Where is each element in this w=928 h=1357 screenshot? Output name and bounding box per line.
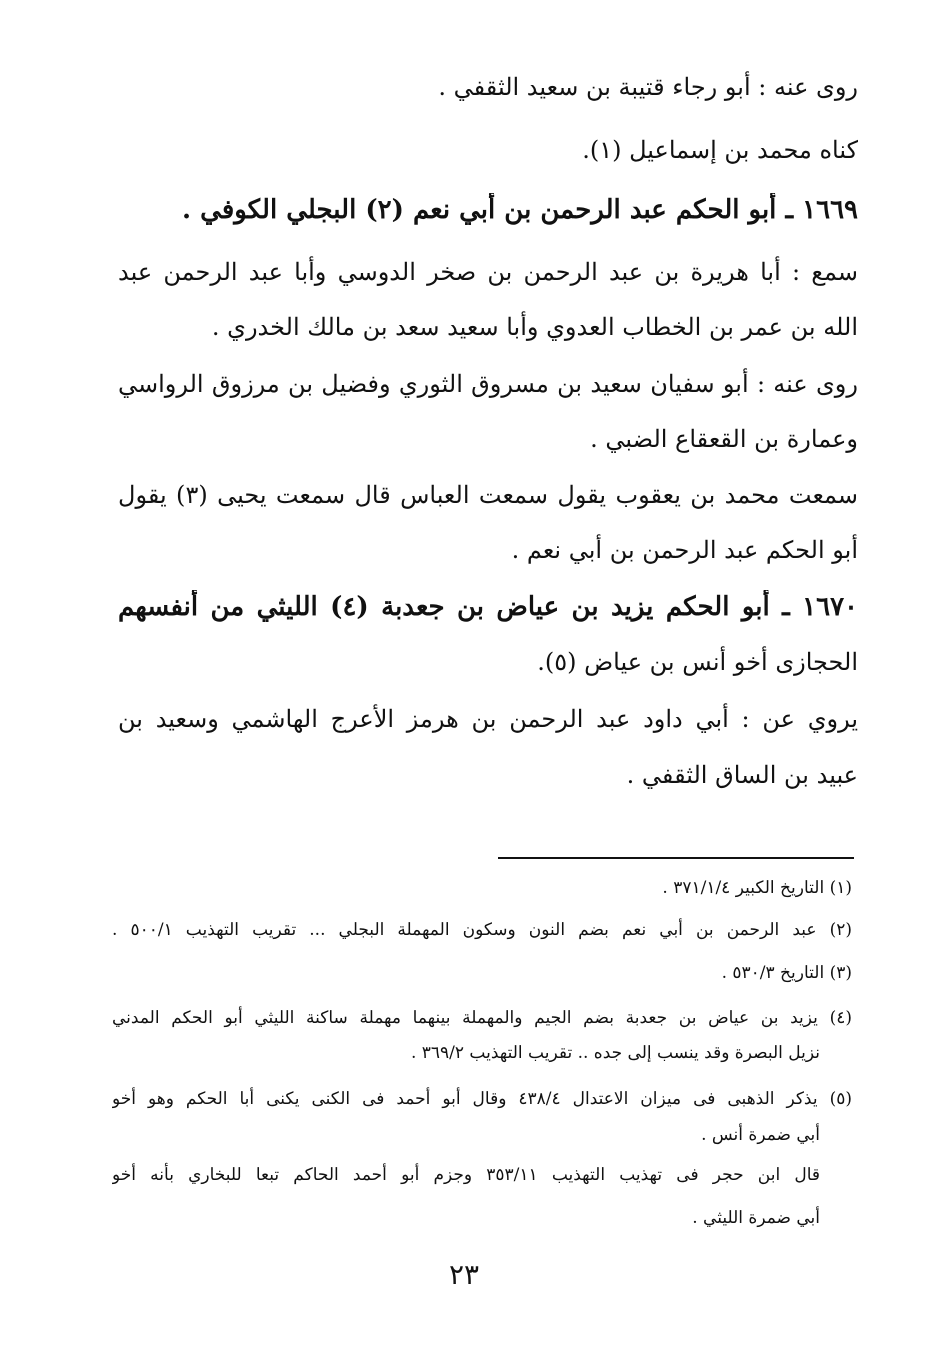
footnote-continuation: قال ابن حجر فى تهذيب التهذيب ٣٥٣/١١ وجزم أبو أحمد الحاكم تبعا للبخاري بأنه أخو [112, 1165, 820, 1185]
body-line: عبيد بن الساق الثقفي . [626, 761, 858, 789]
footnote: (٤) يزيد بن عياض بن جعدبة بضم الجيم والمهملة بينهما مهملة ساكنة الليثي أبو الحكم المدني [112, 1008, 852, 1028]
footnote-continuation: أبي ضمرة أنس . [701, 1125, 820, 1145]
body-line: سمعت محمد بن يعقوب يقول سمعت العباس قال سمعت يحيى (٣) يقول [118, 481, 858, 509]
body-line: روى عنه : أبو رجاء قتيبة بن سعيد الثقفي . [438, 73, 858, 101]
footnote-continuation: أبي ضمرة الليثي . [692, 1208, 820, 1228]
footnote: (٣) التاريخ ٥٣٠/٣ . [721, 963, 852, 983]
body-line: الحجازى أخو أنس بن عياض (٥). [537, 648, 858, 676]
footnote: (٢) عبد الرحمن بن أبي نعم بضم النون وسكون المهملة البجلي ... تقريب التهذيب ٥٠٠/١ . [112, 920, 852, 940]
body-line: روى عنه : أبو سفيان سعيد بن مسروق الثوري وفضيل بن مرزوق الرواسي [118, 370, 858, 398]
footnote-continuation: نزيل البصرة وقد ينسب إلى جده .. تقريب التهذيب ٣٦٩/٢ . [410, 1043, 820, 1063]
body-line: يروي عن : أبي داود عبد الرحمن بن هرمز الأعرج الهاشمي وسعيد بن [118, 705, 858, 733]
entry-heading: ١٦٧٠ ـ أبو الحكم يزيد بن عياض بن جعدبة (٤) الليثي من أنفسهم [118, 592, 858, 622]
body-line: أبو الحكم عبد الرحمن بن أبي نعم . [511, 536, 858, 564]
footnote-divider [498, 857, 854, 859]
body-line: سمع : أبا هريرة بن عبد الرحمن بن صخر الدوسي وأبا عبد الرحمن عبد [118, 258, 858, 286]
footnote: (١) التاريخ الكبير ٣٧١/١/٤ . [662, 878, 852, 898]
body-line: الله بن عمر بن الخطاب العدوي وأبا سعيد سعد بن مالك الخدري . [211, 313, 858, 341]
body-line: وعمارة بن القعقاع الضبي . [590, 425, 858, 453]
page-number: ٢٣ [448, 1258, 480, 1291]
entry-heading: ١٦٦٩ ـ أبو الحكم عبد الرحمن بن أبي نعم (٢) البجلي الكوفي . [182, 195, 858, 225]
body-line: كناه محمد بن إسماعيل (١). [582, 136, 858, 164]
footnote: (٥) يذكر الذهبى فى ميزان الاعتدال ٤٣٨/٤ وقال أبو أحمد فى الكنى يكنى أبا الحكم وهو أخو [112, 1089, 852, 1109]
